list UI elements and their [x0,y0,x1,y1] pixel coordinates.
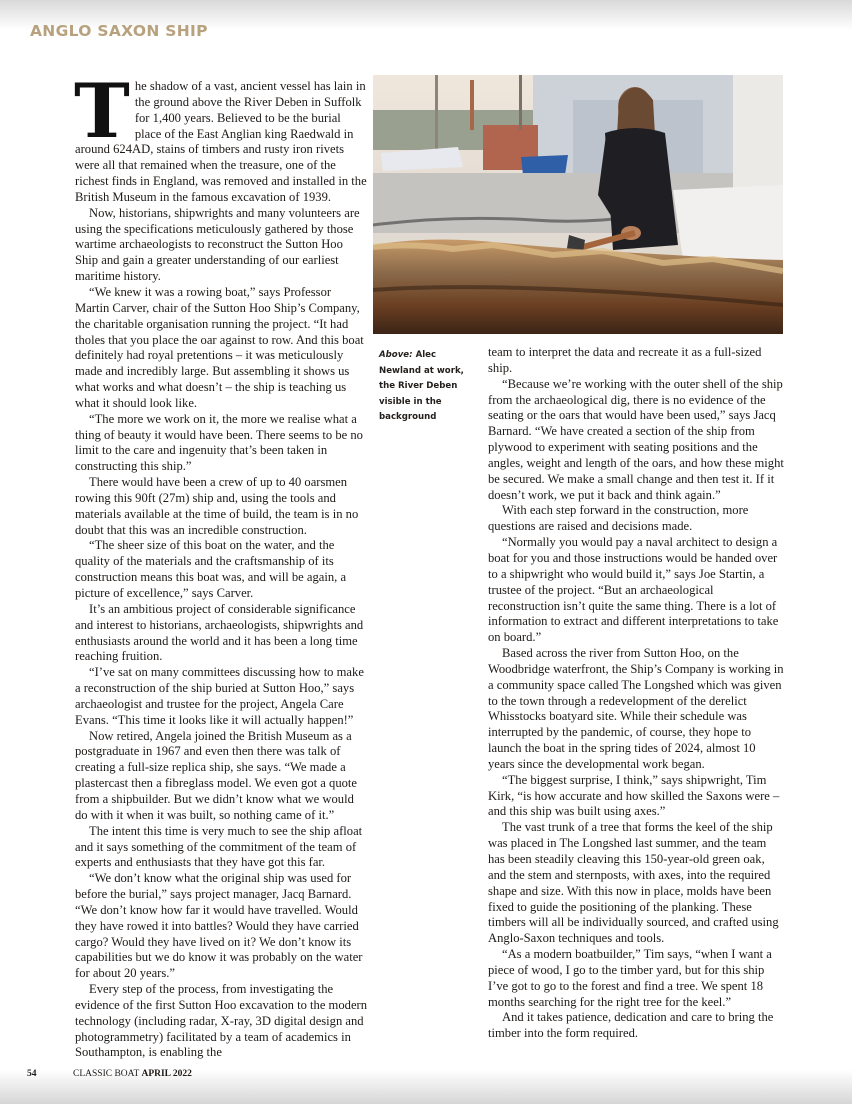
article-paragraph: There would have been a crew of up to 40 oarsmen rowing this 90ft (27m) ship and, using the tools and materials available at the time of build, the team is in no doubt that this was an incredible construction. [75,475,359,537]
caption-text: Alec Newland at work, the River Deben visible in the background [379,350,464,423]
article-paragraph: Now, historians, shipwrights and many volunteers are using the specifications meticulously gathered by those wartime archaeologists to reconstruct the Sutton Hoo Ship and gain a greater understanding of our earliest maritime history. [75,205,360,284]
article-right-column [488,345,784,1042]
article-paragraph: The shadow of a vast, ancient vessel has lain in the ground above the River Deben in Suffolk for 1,400 years. Believed to be the burial place of the East Anglian king Raedwald in around 624AD, stains of timbers and rusty iron rivets were all that remained when the treasure, one of the richest finds in England, was removed and installed in the British Museum in the famous excavation of 1939. [74,67,367,204]
issue-date: APRIL 2022 [141,1069,192,1079]
page-number: 54 [27,1069,37,1079]
article-paragraph: The vast trunk of a tree that forms the keel of the ship was placed in The Longshed last summer, and the team has been steadily cleaving this 150-year-old green oak, and the stem and sternposts, with axes, into the required shape and size. With this now in place, molds have been fixed to guide the positioning of the planking. These timbers will all be individually sourced, and crafted using Anglo-Saxon techniques and tools. [488,820,779,946]
page-footer [27,1069,192,1079]
article-paragraph: “As a modern boatbuilder,” Tim says, “when I want a piece of wood, I go to the timber yard, but for this ship I’ve got to go to the forest and find a tree. We spent 18 months searching for the right tree for the keel.” [488,947,772,1009]
article-paragraph: Every step of the process, from investigating the evidence of the first Sutton Hoo excavation to the modern technology (including radar, X-ray, 3D digital design and photogrammetry) facilitated by a team of academics in Southampton, is enabling the [75,982,368,1060]
article-paragraph: With each step forward in the construction, more questions are raised and decisions made. [488,503,749,534]
article-paragraph: “The sheer size of this boat on the water, and the quality of the materials and the craftsmanship of its construction means this boat was, and will be again, a picture of excellence,” says Carver. [75,538,347,600]
article-paragraph: “I’ve sat on many committees discussing how to make a reconstruction of the ship buried at Sutton Hoo,” says archaeologist and trustee for the project, Angela Care Evans. “This time it looks like it will actually happen!” [75,665,364,727]
article-paragraph: team to interpret the data and recreate it as a full-sized ship. [488,345,762,375]
article-photo [373,75,783,334]
article-paragraph: And it takes patience, dedication and care to bring the timber into the form required. [488,1010,774,1041]
photo-caption [379,348,479,426]
article-paragraph: “We don’t know what the original ship was used for before the burial,” says project manager, Jacq Barnard. “We don’t know how far it would have travelled. Would they have rowed it into battles? Would they have carried cargo? Would they have lived on it? We don’t know its capabilities but we do know it was probably on the water for about 20 years.” [75,871,363,981]
drop-cap: T [74,67,130,155]
article-paragraph: It’s an ambitious project of considerable significance and interest to historians, archaeologists, shipwrights and enthusiasts around the world and it has been a long time reaching fruition. [75,601,364,664]
caption-lead: Above: [379,350,413,360]
article-paragraph: “Because we’re working with the outer shell of the ship from the archaeological dig, there is no evidence of the seating or the oars that would have been used,” says Jacq Barnard. “We have created a section of the ship from plywood to experiment with seating positions and the angles, weight and length of the oars, and how these might be secured. We make a small change and then test it. If it doesn’t work, we put it back and think again.” [488,376,784,502]
article-paragraph: “The more we work on it, the more we realise what a thing of beauty it would have been. There seems to be no limit to the care and ingenuity that’s been taken in constructing this ship.” [75,411,363,474]
article-paragraph: “The biggest surprise, I think,” says shipwright, Tim Kirk, “is how accurate and how skilled the Saxons were – and this ship was built using axes.” [488,772,780,819]
photo-alec-newland-axe-icon [373,75,783,334]
magazine-name: CLASSIC BOAT [73,1069,142,1079]
article-paragraph: “Normally you would pay a naval architect to design a boat for you and those instructions would be handed over to a shipwright who would build it,” says Joe Startin, a trustee of the project. “But an archaeological reconstruction isn’t quite the same thing. There is a lot of information to extract and different interpretations to take on board.” [488,535,779,645]
article-left-column [74,67,368,1061]
article-paragraph: “We knew it was a rowing boat,” says Professor Martin Carver, chair of the Sutton Hoo Ship’s Company, the charitable organisation running the project. “It had tholes that you place the oar against to row. And this boat definitely had royal pretentions – it was meticulously made and incredibly large. But assembling it shows us what works and what doesn’t – the ship is teaching us what it should look like. [75,284,364,410]
article-paragraph: Now retired, Angela joined the British Museum as a postgraduate in 1967 and even then there was talk of creating a full-size replica ship, she says. “We made a plastercast then a fibreglass model. We even got a quote from a shipbuilder. But we didn’t know what we would do with it when it was built, so nothing came of it.” [75,728,358,822]
section-title: ANGLO SAXON SHIP [30,22,208,40]
article-paragraph: The intent this time is very much to see the ship afloat and it says something of the commitment of the team of experts and enthusiasts that they have got this far. [75,823,363,870]
article-paragraph: Based across the river from Sutton Hoo, on the Woodbridge waterfront, the Ship’s Company is working in a community space called The Longshed which was given to the town through a redevelopment of the derelict Whisstocks boatyard site. While their schedule was interrupted by the pandemic, of course, they hope to launch the boat in the spring tides of 2024, almost 10 years since the developmental work began. [488,646,784,771]
